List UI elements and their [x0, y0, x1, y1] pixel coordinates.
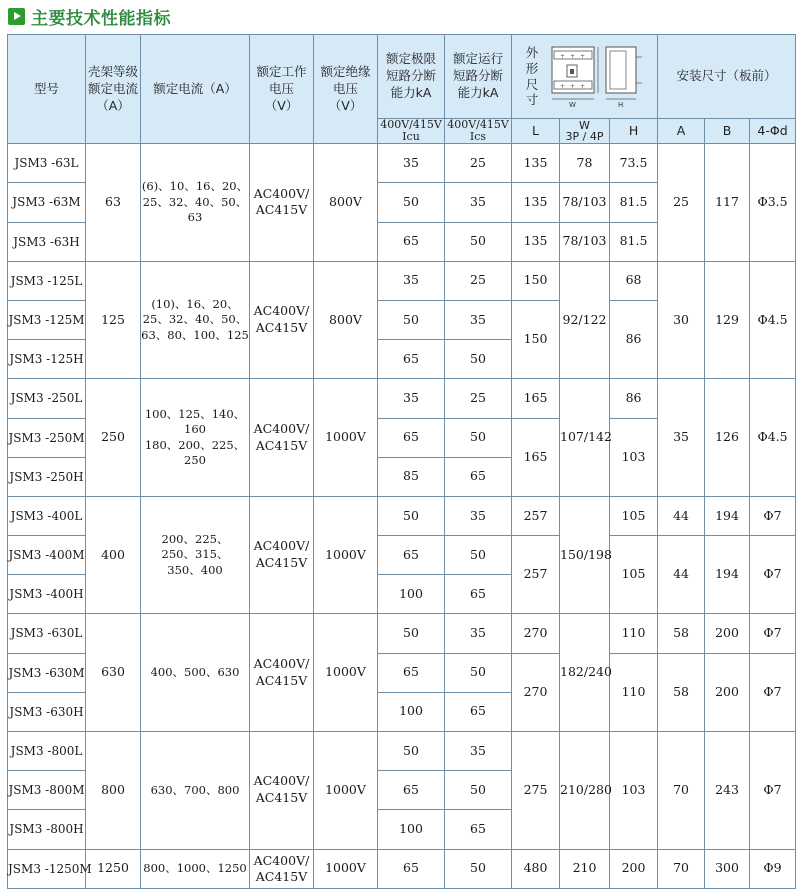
table-row [8, 261, 796, 300]
icu-cell: 50 [378, 183, 445, 222]
ics-cell: 25 [445, 261, 512, 300]
ics-cell: 50 [445, 340, 512, 379]
ics-cell: 50 [445, 653, 512, 692]
B-cell: 126 [705, 379, 750, 497]
svg-text:H: H [618, 100, 624, 109]
model-cell: JSM3 -800L [8, 732, 86, 771]
ics-cell: 65 [445, 692, 512, 731]
icu-cell: 65 [378, 222, 445, 261]
W-cell: 182/240 [560, 614, 610, 732]
header-B: B [705, 119, 750, 144]
A-cell: 70 [658, 732, 705, 850]
hole-cell: Φ4.5 [750, 379, 796, 497]
W-cell: 107/142 [560, 379, 610, 497]
frame-current-cell: 250 [86, 379, 141, 497]
model-cell: JSM3 -400M [8, 536, 86, 575]
spec-table [7, 34, 796, 889]
W-cell: 78 [560, 144, 610, 183]
icu-cell: 65 [378, 653, 445, 692]
W-cell: 210 [560, 849, 610, 888]
voltage-cell: AC400V/ AC415V [250, 732, 314, 850]
model-cell: JSM3 -400L [8, 496, 86, 535]
icu-cell: 50 [378, 614, 445, 653]
header-dimensions-label: 外 形 尺 寸 [525, 45, 539, 108]
header-dimensions [512, 35, 658, 119]
L-cell: 257 [512, 536, 560, 614]
H-cell: 103 [610, 732, 658, 850]
header-L: L [512, 119, 560, 144]
model-cell: JSM3 -63H [8, 222, 86, 261]
ics-cell: 50 [445, 771, 512, 810]
header-model: 型号 [8, 35, 86, 144]
L-cell: 135 [512, 222, 560, 261]
icu-cell: 65 [378, 340, 445, 379]
H-cell: 86 [610, 300, 658, 378]
frame-current-cell: 630 [86, 614, 141, 732]
L-cell: 150 [512, 300, 560, 378]
W-cell: 78/103 [560, 183, 610, 222]
voltage-cell: AC400V/ AC415V [250, 496, 314, 614]
frame-current-cell: 800 [86, 732, 141, 850]
icu-cell: 35 [378, 379, 445, 418]
L-cell: 275 [512, 732, 560, 850]
voltage-cell: AC400V/ AC415V [250, 849, 314, 888]
header-W: W 3P / 4P [560, 119, 610, 144]
model-cell: JSM3 -800H [8, 810, 86, 849]
W-cell: 92/122 [560, 261, 610, 379]
H-cell: 81.5 [610, 183, 658, 222]
header-hole: 4-Φd [750, 119, 796, 144]
table-row [8, 379, 796, 418]
L-cell: 480 [512, 849, 560, 888]
model-cell: JSM3 -630L [8, 614, 86, 653]
model-cell: JSM3 -63L [8, 144, 86, 183]
H-cell: 200 [610, 849, 658, 888]
header-rated-voltage: 额定工作 电压 （V） [250, 35, 314, 144]
model-cell: JSM3 -400H [8, 575, 86, 614]
hole-cell: Φ7 [750, 614, 796, 653]
ics-cell: 50 [445, 222, 512, 261]
H-cell: 86 [610, 379, 658, 418]
voltage-cell: AC400V/ AC415V [250, 379, 314, 497]
ics-cell: 25 [445, 379, 512, 418]
voltage-cell: AC400V/ AC415V [250, 261, 314, 379]
B-cell: 300 [705, 849, 750, 888]
icu-cell: 100 [378, 575, 445, 614]
ics-cell: 35 [445, 183, 512, 222]
frame-current-cell: 63 [86, 144, 141, 262]
model-cell: JSM3 -125M [8, 300, 86, 339]
H-cell: 103 [610, 418, 658, 496]
section-title: 主要技术性能指标 [31, 8, 171, 29]
A-cell: 30 [658, 261, 705, 379]
table-row [8, 849, 796, 888]
section-title-bar [8, 4, 171, 28]
table-row [8, 732, 796, 771]
svg-text:+: + [560, 82, 566, 90]
ics-cell: 50 [445, 849, 512, 888]
H-cell: 110 [610, 614, 658, 653]
W-cell: 78/103 [560, 222, 610, 261]
hole-cell: Φ3.5 [750, 144, 796, 262]
header-frame-current: 壳架等级 额定电流 （A） [86, 35, 141, 144]
table-row [8, 144, 796, 183]
icu-cell: 65 [378, 536, 445, 575]
voltage-cell: AC400V/ AC415V [250, 144, 314, 262]
hole-cell: Φ7 [750, 496, 796, 535]
B-cell: 243 [705, 732, 750, 850]
L-cell: 165 [512, 418, 560, 496]
header-ics: 额定运行 短路分断 能力kA [445, 35, 512, 119]
hole-cell: Φ7 [750, 653, 796, 731]
ics-cell: 50 [445, 536, 512, 575]
A-cell: 58 [658, 614, 705, 653]
L-cell: 270 [512, 614, 560, 653]
H-cell: 110 [610, 653, 658, 731]
icu-cell: 50 [378, 732, 445, 771]
header-rated-current: 额定电流（A） [141, 35, 250, 144]
model-cell: JSM3 -630M [8, 653, 86, 692]
insulation-cell: 1000V [314, 496, 378, 614]
rated-current-cell: 800、1000、1250 [141, 849, 250, 888]
icu-cell: 100 [378, 692, 445, 731]
ics-cell: 35 [445, 732, 512, 771]
table-row [8, 614, 796, 653]
B-cell: 200 [705, 653, 750, 731]
ics-cell: 65 [445, 575, 512, 614]
rated-current-cell: (10)、16、20、 25、32、40、50、 63、80、100、125 [141, 261, 250, 379]
svg-text:+: + [580, 52, 586, 60]
B-cell: 194 [705, 536, 750, 614]
svg-text:+: + [570, 52, 576, 60]
B-cell: 117 [705, 144, 750, 262]
A-cell: 58 [658, 653, 705, 731]
A-cell: 70 [658, 849, 705, 888]
L-cell: 257 [512, 496, 560, 535]
model-cell: JSM3 -800M [8, 771, 86, 810]
hole-cell: Φ9 [750, 849, 796, 888]
hole-cell: Φ4.5 [750, 261, 796, 379]
ics-cell: 65 [445, 457, 512, 496]
rated-current-cell: 400、500、630 [141, 614, 250, 732]
icu-cell: 65 [378, 849, 445, 888]
B-cell: 200 [705, 614, 750, 653]
A-cell: 44 [658, 536, 705, 614]
model-cell: JSM3 -1250M [8, 849, 86, 888]
model-cell: JSM3 -250L [8, 379, 86, 418]
A-cell: 35 [658, 379, 705, 497]
insulation-cell: 800V [314, 144, 378, 262]
W-cell: 210/280 [560, 732, 610, 850]
L-cell: 270 [512, 653, 560, 731]
insulation-cell: 1000V [314, 732, 378, 850]
hole-cell: Φ7 [750, 732, 796, 850]
W-cell: 150/198 [560, 496, 610, 614]
model-cell: JSM3 -250M [8, 418, 86, 457]
rated-current-cell: (6)、10、16、20、 25、32、40、50、63 [141, 144, 250, 262]
insulation-cell: 1000V [314, 849, 378, 888]
voltage-cell: AC400V/ AC415V [250, 614, 314, 732]
svg-text:+: + [580, 82, 586, 90]
insulation-cell: 800V [314, 261, 378, 379]
B-cell: 194 [705, 496, 750, 535]
H-cell: 68 [610, 261, 658, 300]
icu-cell: 35 [378, 144, 445, 183]
rated-current-cell: 200、225、 250、315、 350、400 [141, 496, 250, 614]
model-cell: JSM3 -125L [8, 261, 86, 300]
A-cell: 25 [658, 144, 705, 262]
model-cell: JSM3 -125H [8, 340, 86, 379]
L-cell: 150 [512, 261, 560, 300]
header-ics-sub: 400V/415V Ics [445, 119, 512, 144]
ics-cell: 35 [445, 496, 512, 535]
insulation-cell: 1000V [314, 379, 378, 497]
icu-cell: 35 [378, 261, 445, 300]
table-row [8, 496, 796, 535]
ics-cell: 50 [445, 418, 512, 457]
A-cell: 44 [658, 496, 705, 535]
icu-cell: 65 [378, 771, 445, 810]
B-cell: 129 [705, 261, 750, 379]
svg-text:+: + [570, 82, 576, 90]
frame-current-cell: 400 [86, 496, 141, 614]
ics-cell: 65 [445, 810, 512, 849]
L-cell: 135 [512, 144, 560, 183]
L-cell: 165 [512, 379, 560, 418]
header-insulation-voltage: 额定绝缘 电压 （V） [314, 35, 378, 144]
header-icu-sub: 400V/415V Icu [378, 119, 445, 144]
icu-cell: 100 [378, 810, 445, 849]
icu-cell: 85 [378, 457, 445, 496]
ics-cell: 35 [445, 614, 512, 653]
ics-cell: 35 [445, 300, 512, 339]
icu-cell: 50 [378, 496, 445, 535]
frame-current-cell: 125 [86, 261, 141, 379]
H-cell: 73.5 [610, 144, 658, 183]
H-cell: 105 [610, 496, 658, 535]
H-cell: 105 [610, 536, 658, 614]
model-cell: JSM3 -250H [8, 457, 86, 496]
header-icu: 额定极限 短路分断 能力kA [378, 35, 445, 119]
header-A: A [658, 119, 705, 144]
svg-text:W: W [569, 100, 576, 109]
dimension-diagram-icon [548, 43, 648, 111]
hole-cell: Φ7 [750, 536, 796, 614]
ics-cell: 25 [445, 144, 512, 183]
H-cell: 81.5 [610, 222, 658, 261]
icu-cell: 50 [378, 300, 445, 339]
rated-current-cell: 100、125、140、160 180、200、225、250 [141, 379, 250, 497]
model-cell: JSM3 -63M [8, 183, 86, 222]
insulation-cell: 1000V [314, 614, 378, 732]
svg-text:+: + [560, 52, 566, 60]
header-H: H [610, 119, 658, 144]
frame-current-cell: 1250 [86, 849, 141, 888]
L-cell: 135 [512, 183, 560, 222]
model-cell: JSM3 -630H [8, 692, 86, 731]
header-mounting: 安装尺寸（板前） [658, 35, 796, 119]
play-arrow-icon [8, 8, 25, 25]
icu-cell: 65 [378, 418, 445, 457]
rated-current-cell: 630、700、800 [141, 732, 250, 850]
